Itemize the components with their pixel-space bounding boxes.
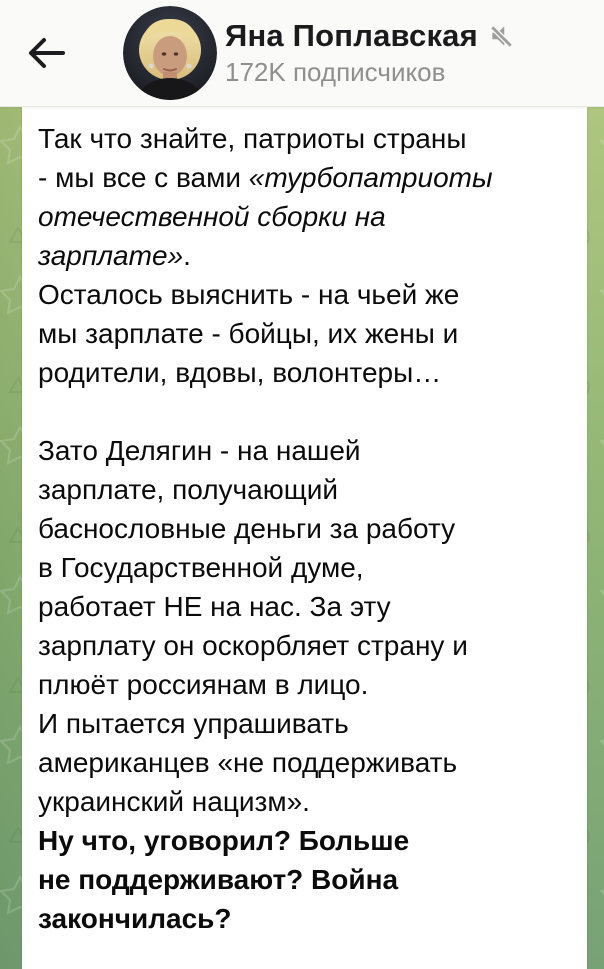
message-line: родители, вдовы, волонтеры… <box>38 357 442 388</box>
app-bar <box>0 0 604 107</box>
message-line: в Государственной думе, <box>38 552 364 583</box>
subscriber-count: 172K подписчиков <box>225 57 446 87</box>
channel-title: Яна Поплавская <box>225 18 478 53</box>
message-line: Так что знайте, патриоты страны <box>38 123 467 154</box>
message-bubble[interactable] <box>22 107 587 969</box>
chat-area <box>0 107 604 969</box>
message-line: баснословные деньги за работу <box>38 513 456 544</box>
message-line: - мы все с вами «турбопатриоты <box>38 162 493 193</box>
message-line: отечественной сборки на <box>38 201 386 232</box>
message-line <box>38 392 571 431</box>
message-line: американцев «не поддерживать <box>38 747 458 778</box>
message-line: И пытается упрашивать <box>38 708 349 739</box>
back-arrow-icon <box>24 31 68 75</box>
message-line: Ну что, уговорил? Больше <box>38 825 410 856</box>
message-line: Осталось выяснить - на чьей же <box>38 279 460 310</box>
muted-speaker-icon <box>488 23 514 49</box>
channel-info[interactable] <box>225 18 514 88</box>
message-text <box>22 107 587 938</box>
message-line: зарплату он оскорбляет страну и <box>38 630 468 661</box>
message-line: не поддерживают? Война <box>38 864 399 895</box>
message-line: зарплате». <box>38 240 191 271</box>
message-line: Зато Делягин - на нашей <box>38 435 361 466</box>
back-button[interactable] <box>20 27 72 79</box>
message-line: зарплате, получающий <box>38 474 339 505</box>
message-line: закончилась? <box>38 903 232 934</box>
message-line: работает НЕ на нас. За эту <box>38 591 391 622</box>
avatar-portrait <box>123 6 217 100</box>
message-line: украинский нацизм». <box>38 786 310 817</box>
avatar[interactable] <box>123 6 217 100</box>
message-line: мы зарплате - бойцы, их жены и <box>38 318 459 349</box>
message-line: плюёт россиянам в лицо. <box>38 669 369 700</box>
